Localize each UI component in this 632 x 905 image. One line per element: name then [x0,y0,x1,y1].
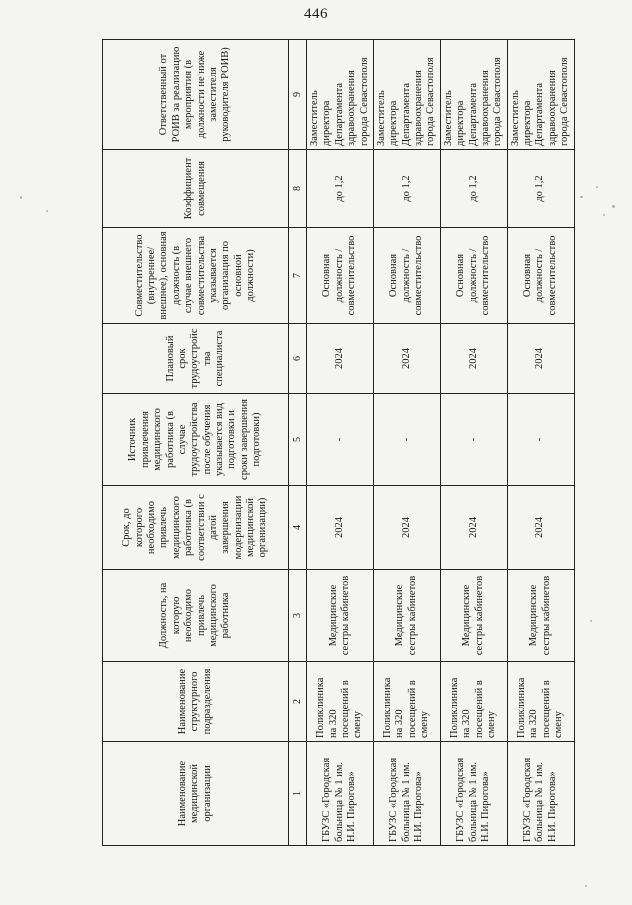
header-cell: Совместительство (внутреннее/внешнее), основная должность (в случае внешнего совместительства указывается организация по основной должности) [103,228,289,324]
column-number: 2 [289,662,307,742]
table-row [507,40,574,846]
column-number: 8 [289,150,307,228]
planned-date-cell: 2024 [440,324,507,394]
coefficient-cell: до 1,2 [307,150,374,228]
document-table-frame [102,40,571,846]
scan-speck [46,210,48,212]
responsible-cell: Заместитель директора Департамента здравоохранения города Севастополя [507,40,574,150]
source-cell: - [440,394,507,486]
position-cell: Медицинские сестры кабинетов [373,570,440,662]
source-cell: - [307,394,374,486]
position-cell: Медицинские сестры кабинетов [507,570,574,662]
org-cell: ГБУЗС «Городская больница № 1 им. Н.И. Пирогова» [373,742,440,846]
source-cell: - [507,394,574,486]
column-number-row [289,40,307,846]
deadline-cell: 2024 [507,486,574,570]
page-number: 446 [304,6,328,22]
scan-speck [612,205,615,208]
header-cell: Наименование структурного подразделения [103,662,289,742]
position-cell: Медицинские сестры кабинетов [440,570,507,662]
scan-speck [590,620,592,622]
column-number: 9 [289,40,307,150]
scan-speck [596,186,598,188]
division-cell: Поликлиника на 320 посещений в смену [307,662,374,742]
coefficient-cell: до 1,2 [373,150,440,228]
planned-date-cell: 2024 [307,324,374,394]
column-number: 3 [289,570,307,662]
combination-cell: Основная должность / совместительство [440,228,507,324]
table-row [307,40,374,846]
rotated-table-wrapper [102,40,571,846]
header-cell: Коэффициент совмещения [103,150,289,228]
header-cell: Источник привлечения медицинского работника (в случае трудоустройства после обучения указывается вид подготовки и сроки завершения подготовки) [103,394,289,486]
table-header-row [103,40,289,846]
division-cell: Поликлиника на 320 посещений в смену [507,662,574,742]
column-number: 5 [289,394,307,486]
column-number: 7 [289,228,307,324]
division-cell: Поликлиника на 320 посещений в смену [373,662,440,742]
scan-speck [580,196,583,198]
header-cell: Ответственный от РОИВ за реализацию мероприятия (в должности не ниже заместителя руководителя РОИВ) [103,40,289,150]
responsible-cell: Заместитель директора Департамента здравоохранения города Севастополя [440,40,507,150]
scan-speck [20,196,22,199]
table-row [440,40,507,846]
scan-speck [585,885,587,887]
planned-date-cell: 2024 [373,324,440,394]
responsible-cell: Заместитель директора Департамента здравоохранения города Севастополя [373,40,440,150]
scan-speck [603,214,605,216]
staffing-table [102,39,575,846]
combination-cell: Основная должность / совместительство [373,228,440,324]
coefficient-cell: до 1,2 [507,150,574,228]
org-cell: ГБУЗС «Городская больница № 1 им. Н.И. Пирогова» [507,742,574,846]
position-cell: Медицинские сестры кабинетов [307,570,374,662]
combination-cell: Основная должность / совместительство [307,228,374,324]
table-row [373,40,440,846]
combination-cell: Основная должность / совместительство [507,228,574,324]
source-cell: - [373,394,440,486]
column-number: 1 [289,742,307,846]
header-cell: Срок, до которого необходимо привлечь медицинского работника (в соответствии с датой завершения модернизации медицинской организации) [103,486,289,570]
header-cell: Плановый срок трудоустройства специалиста [103,324,289,394]
deadline-cell: 2024 [440,486,507,570]
responsible-cell: Заместитель директора Департамента здравоохранения города Севастополя [307,40,374,150]
division-cell: Поликлиника на 320 посещений в смену [440,662,507,742]
column-number: 4 [289,486,307,570]
planned-date-cell: 2024 [507,324,574,394]
header-cell: Наименование медицинской организации [103,742,289,846]
column-number: 6 [289,324,307,394]
header-cell: Должность, на которую необходимо привлечь медицинского работника [103,570,289,662]
deadline-cell: 2024 [307,486,374,570]
coefficient-cell: до 1,2 [440,150,507,228]
deadline-cell: 2024 [373,486,440,570]
org-cell: ГБУЗС «Городская больница № 1 им. Н.И. Пирогова» [440,742,507,846]
org-cell: ГБУЗС «Городская больница № 1 им. Н.И. Пирогова» [307,742,374,846]
